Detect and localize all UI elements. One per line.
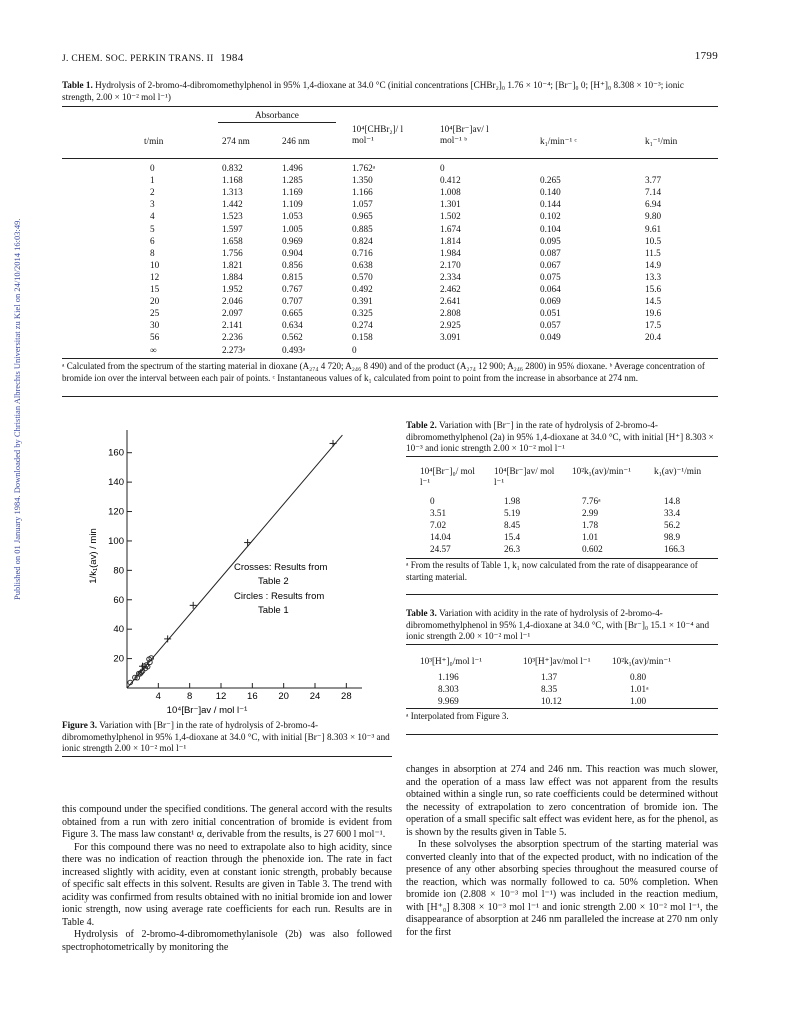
table3-cell: 9.969 (438, 696, 459, 706)
figure3-bottom-rule (62, 756, 392, 757)
table1-cell: 1.762ᵃ (352, 163, 376, 173)
table1-cell: 15.6 (645, 284, 662, 294)
table1-caption-text: Hydrolysis of 2-bromo-4-dibromomethylphenol in 95% 1,4-dioxane at 34.0 °C (initial concentrations [CHBr₂]₀ 1.76 × 10⁻⁴; [Br⁻]₀ 0; [H⁺]₀ 8.308 × 10⁻³; ionic strength, 2.00 × 10⁻² mol l⁻¹) (62, 80, 684, 102)
table1-cell: 1.168 (222, 175, 243, 186)
table1-header-rule (62, 158, 718, 159)
table3-col-header: 10³[H⁺]₀/mol l⁻¹ (420, 656, 483, 666)
table2-cell: 2.99 (582, 508, 599, 518)
left-paragraph-2: For this compound there was no need to extrapolate also to high acidity, since there was no indication of reaction through the phenoxide ion. The rate in fact increased slightly with acidity, even at constant ionic strength, probably because of specific salt effects in this solvent. Results are given in Table 3. The trend with acidity was confirmed from results obtained with no initial bromide ion and lower ionic strength, now using average rate coefficients for each run. Results are in Table 4. (62, 841, 392, 928)
table1-cell: 0.144 (540, 199, 561, 210)
table1-cell: 7.14 (645, 187, 662, 198)
table1-cell: 0.087 (540, 247, 561, 258)
table2-col-header: 10⁴[Br⁻]₀/ mol l⁻¹ (420, 466, 475, 487)
page-number: 1799 (694, 50, 718, 62)
y-tick-label: 140 (108, 477, 124, 489)
table1-cell: 0.570 (352, 271, 373, 282)
table1-cell: 0.102 (540, 211, 561, 222)
table1-cell: 20.4 (645, 332, 662, 343)
legend-text: Crosses: Results from (234, 562, 328, 573)
table2-cell: 14.04 (430, 532, 451, 542)
table2-cell: 0.602 (582, 544, 603, 554)
table1-cell: 0 (440, 163, 445, 173)
table2-cell: 15.4 (504, 532, 521, 542)
table1-cell: 0.815 (282, 271, 303, 282)
table1-cell: 2.462 (440, 284, 461, 294)
table3-cell: 8.303 (438, 684, 459, 694)
table1-cell: 2.236 (222, 332, 243, 343)
table1-cell: 1.984 (440, 247, 461, 258)
y-tick-label: 160 (108, 447, 124, 459)
table1-cell: 0.856 (282, 259, 303, 270)
table1-cell: ∞ (150, 344, 157, 355)
table1-cell: 0.391 (352, 296, 373, 307)
table2-col-header: k₁(av)⁻¹/min (654, 466, 702, 476)
table1-col-header: k₁⁻¹/min (645, 136, 678, 146)
table1-cell: 13.3 (645, 271, 662, 282)
table1-cell: 0.707 (282, 296, 303, 307)
table1-cell: 2.097 (222, 308, 243, 319)
table1-col-header: 246 nm (282, 136, 310, 146)
table1-cell: 0.965 (352, 211, 373, 222)
table1-cell: 56 (150, 332, 160, 343)
table1-cell: 0.665 (282, 308, 303, 319)
table1-cell: 0.069 (540, 296, 561, 307)
table1-cell: 0.075 (540, 271, 561, 282)
table2-col-header: 10²k₁(av)/min⁻¹ (572, 466, 631, 476)
table1-cell: 2.641 (440, 296, 461, 307)
table1-cell: 5 (150, 223, 155, 234)
legend-text: Circles : Results from (234, 591, 325, 602)
table1-group-rule (218, 122, 336, 123)
figure3-label: Figure 3. (62, 720, 98, 730)
table1-cell: 0.064 (540, 284, 561, 294)
table2-cell: 1.98 (504, 496, 521, 506)
table1-cell: 2.046 (222, 296, 243, 307)
table1-cell: 1.674 (440, 223, 461, 234)
table1-cell: 8 (150, 247, 155, 258)
table2-bottom-rule (406, 558, 718, 559)
table2-cell: 98.9 (664, 532, 681, 542)
table1-caption (62, 80, 718, 103)
table3-label: Table 3. (406, 608, 437, 618)
table3-caption (406, 608, 718, 643)
table1-cell: 1.008 (440, 187, 461, 198)
table2-end-rule (406, 594, 718, 595)
left-paragraph-1: this compound under the specified conditions. The general accord with the results obtained from a run with zero initial concentration of bromide is evident from Figure 3. The mass law constant¹ α, derivable from the results, is 27 600 l mol⁻¹. (62, 804, 392, 840)
table1-cell: 11.5 (645, 247, 661, 258)
x-tick-label: 28 (341, 691, 352, 702)
table1-bottom-rule (62, 358, 718, 359)
table1-cell: 0.634 (282, 320, 303, 331)
table1-cell: 1.502 (440, 211, 461, 222)
table2-cell: 56.2 (664, 520, 681, 530)
table1-cell: 0.057 (540, 320, 561, 331)
table3-top-rule (406, 644, 718, 645)
table2-cell: 24.57 (430, 544, 451, 554)
y-tick-label: 40 (113, 624, 124, 636)
table1-cell: 9.61 (645, 223, 662, 234)
table1-cell: 1.005 (282, 223, 303, 234)
x-tick-label: 4 (155, 691, 161, 702)
table1-cell: 2.141 (222, 320, 243, 331)
table1-footnote-rule (62, 396, 718, 397)
table1-cell: 9.80 (645, 211, 662, 222)
legend-text: Table 1 (258, 605, 289, 616)
x-tick-label: 24 (309, 691, 321, 702)
table1-cell: 0 (150, 163, 155, 173)
table2-top-rule (406, 456, 718, 457)
table1-cell: 0.767 (282, 284, 303, 294)
running-header (62, 52, 244, 64)
x-tick-label: 20 (278, 691, 289, 702)
table1-cell: 6 (150, 235, 155, 246)
table1-cell: 2 (150, 187, 155, 198)
cross-marker (164, 635, 171, 642)
table1-cell: 0.049 (540, 332, 561, 343)
table2-caption (406, 420, 718, 455)
table1-top-rule (62, 106, 718, 107)
table1-cell: 2.273ᵃ (222, 344, 246, 355)
table1-cell: 0.265 (540, 175, 561, 186)
table2-col-header: 10⁴[Br⁻]av/ mol l⁻¹ (494, 466, 555, 487)
table1-cell: 3 (150, 199, 155, 210)
table3-end-rule (406, 734, 718, 735)
table1-cell: 0.562 (282, 332, 303, 343)
table1-cell: 14.9 (645, 259, 662, 270)
table1-cell: 1.821 (222, 259, 243, 270)
table1-cell: 0.140 (540, 187, 561, 198)
table1-cell: 0.325 (352, 308, 373, 319)
table1-cell: 1.884 (222, 271, 243, 282)
table1-cell: 1.496 (282, 163, 303, 173)
figure3-caption-text: Variation with [Br⁻] in the rate of hydrolysis of 2-bromo-4-dibromomethylphenol in 95% 1,4-dioxane at 34.0 °C, with initial [Br⁻] 8.303 × 10⁻³ and ionic strength 2.00 × 10⁻² mol l⁻¹ (62, 720, 390, 753)
table1-cell: 2.925 (440, 320, 461, 331)
table1-cell: 1.658 (222, 235, 243, 246)
figure3-plot (62, 418, 392, 720)
figure3-caption (62, 720, 392, 755)
table1-cell: 0.412 (440, 175, 461, 186)
table1-cell: 2.170 (440, 259, 461, 270)
table1-cell: 0.274 (352, 320, 373, 331)
table1-cell: 1.166 (352, 187, 373, 198)
table1-cell: 1.756 (222, 247, 243, 258)
table2-cell: 8.45 (504, 520, 521, 530)
table1-cell: 1.313 (222, 187, 243, 198)
table3-cell: 1.37 (541, 672, 558, 682)
y-tick-label: 60 (113, 594, 124, 606)
table3-col-header: 10²k₁(av)/min⁻¹ (612, 656, 671, 666)
table1-cell: 1.285 (282, 175, 303, 186)
table1-cell: 0.095 (540, 235, 561, 246)
table3-caption-text: Variation with acidity in the rate of hydrolysis of 2-bromo-4-dibromomethylphenol in 95% 1,4-dioxane at 34.0 °C, with [Br⁻]₀ 15.1 × 10⁻⁴ and ionic strength 2.00 × 10⁻² mol l⁻¹ (406, 608, 710, 641)
table1-cell: 1.169 (282, 187, 303, 198)
table1-cell: 1.523 (222, 211, 243, 222)
y-tick-label: 120 (108, 506, 124, 518)
table2-cell: 7.02 (430, 520, 447, 530)
table1-cell: 17.5 (645, 320, 662, 331)
table1-col-header: 10⁴[Br⁻]av/ l mol⁻¹ ᵇ (440, 124, 489, 145)
table3-footnote: ᵃ Interpolated from Figure 3. (406, 711, 509, 721)
table1-cell: 0.104 (540, 223, 561, 234)
left-column-text (62, 804, 392, 954)
table1-cell: 0.051 (540, 308, 561, 319)
table3-col-header: 10³[H⁺]av/mol l⁻¹ (523, 656, 591, 666)
table1-cell: 0.904 (282, 247, 303, 258)
table2-cell: 7.76ᵃ (582, 496, 601, 506)
table3-cell: 1.196 (438, 672, 459, 682)
table1-cell: 10 (150, 259, 160, 270)
table2-cell: 3.51 (430, 508, 447, 518)
table1-cell: 14.5 (645, 296, 662, 307)
table1-cell: 0.638 (352, 259, 373, 270)
table2-caption-text: Variation with [Br⁻] in the rate of hydrolysis of 2-bromo-4-dibromomethylphenol (2a) in 95% 1,4-dioxane at 34.0 °C, with initial [H⁺] 8.303 × 10⁻³ and ionic strength 2.00 × 10⁻² mol l⁻¹ (406, 420, 714, 453)
table1-cell: 0.824 (352, 235, 373, 246)
table2-footnote: ᵃ From the results of Table 1, k₁ now calculated from the rate of disappearance of starting material. (406, 560, 698, 582)
table1-cell: 1.814 (440, 235, 461, 246)
right-paragraph-2: In these solvolyses the absorption spectrum of the starting material was converted cleanly into that of the expected product, with no indication of the presence of any other absorbing species throughout the measured course of the reaction, which was normally followed to ca. 50% completion. When bromide ion (2.808 × 10⁻³ mol l⁻¹) was included in the reaction medium, with [H⁺₀] 8.308 × 10⁻³ mol l⁻¹ and ionic strength 2.00 × 10⁻² mol l⁻¹, the disappearance of absorption at 246 nm paralleled the increase at 270 nm only for the first (406, 839, 718, 938)
table1-cell: 1.597 (222, 223, 243, 234)
table1-cell: 15 (150, 284, 160, 294)
table1-col-header: 10⁴[CHBr₂]/ l mol⁻¹ (352, 124, 404, 145)
journal-year: 1984 (220, 52, 244, 64)
left-paragraph-3: Hydrolysis of 2-bromo-4-dibromomethylanisole (2b) was also followed spectrophotometrically by monitoring the (62, 929, 392, 953)
table1-col-header: k₁/min⁻¹ ᶜ (540, 136, 577, 146)
table1-footnote: ᵃ Calculated from the spectrum of the starting material in dioxane (A₂₇₄ 4 720; A₂₄₆ 8 490) and of the product (A₂₇₄ 12 900; A₂₄₆ 2800) in 95% dioxane. ᵇ Average concentration of bromide ion over the interval between each pair of points. ᶜ Instantaneous values of k₁ calculated from point to point from the increase in absorbance at 274 nm. (62, 361, 705, 383)
table1-cell: 30 (150, 320, 160, 331)
table1-cell: 1.350 (352, 175, 373, 186)
table3-bottom-rule (406, 708, 718, 709)
table1-cell: 2.808 (440, 308, 461, 319)
cross-marker (330, 440, 337, 447)
journal-name: J. CHEM. SOC. PERKIN TRANS. II (62, 54, 214, 64)
table1-cell: 0.716 (352, 247, 373, 258)
table1-cell: 0.832 (222, 163, 243, 173)
table2-cell: 33.4 (664, 508, 681, 518)
download-watermark (0, 40, 22, 600)
x-tick-label: 12 (215, 691, 227, 702)
table1-label: Table 1. (62, 80, 93, 90)
table1-cell: 0.885 (352, 223, 373, 234)
table1-cell: 1.109 (282, 199, 303, 210)
cross-marker (244, 539, 251, 546)
x-tick-label: 8 (187, 691, 193, 702)
table2-cell: 14.8 (664, 496, 681, 506)
table1-cell: 1 (150, 175, 155, 186)
x-axis-label: 10⁴[Br⁻]av / mol l⁻¹ (166, 705, 248, 716)
table1-cell: 1.301 (440, 199, 461, 210)
download-watermark-text: Published on 01 January 1984. Downloaded by Christian Albrechts Universitat zu Kiel on 24/10/2014 16:03:49. (12, 218, 22, 600)
table1-cell: 0.492 (352, 284, 373, 294)
table1-cell: 6.94 (645, 199, 662, 210)
table1-cell: 0 (352, 344, 357, 355)
y-tick-label: 20 (113, 653, 124, 665)
table1-cell: 1.057 (352, 199, 373, 210)
table3-cell: 0.80 (630, 672, 647, 682)
table1-cell: 0.493ᵃ (282, 344, 306, 355)
table1-cell: 3.77 (645, 175, 662, 186)
table1-cell: 12 (150, 271, 160, 282)
table1-cell: 19.6 (645, 308, 662, 319)
table3-cell: 1.00 (630, 696, 647, 706)
table2-cell: 166.3 (664, 544, 685, 554)
table2-label: Table 2. (406, 420, 437, 430)
table1-cell: 1.442 (222, 199, 243, 210)
table3-cell: 10.12 (541, 696, 562, 706)
table1-cell: 25 (150, 308, 160, 319)
x-tick-label: 16 (247, 691, 258, 702)
right-column-text (406, 764, 718, 939)
y-tick-label: 100 (108, 535, 124, 547)
table1-cell: 0.969 (282, 235, 303, 246)
table2-cell: 5.19 (504, 508, 521, 518)
table1-cell: 4 (150, 211, 155, 222)
table1-group-header: Absorbance (255, 110, 299, 120)
table1-cell: 10.5 (645, 235, 662, 246)
table1-cell: 0.158 (352, 332, 373, 343)
table1-cell: 1.053 (282, 211, 303, 222)
table1-cell: 2.334 (440, 271, 461, 282)
table3-cell: 1.01ᵃ (630, 684, 649, 694)
table2-cell: 0 (430, 496, 435, 506)
right-paragraph-1: changes in absorption at 274 and 246 nm. This reaction was much slower, and the operation of a mass law effect was not apparent from the results obtained within a single run, so rate coefficients could be determined without the necessity of extrapolation to zero concentration of bromide ion. The operation of a small specific salt effect was evident here, as for the phenol, as is shown by the results given in Table 5. (406, 764, 718, 838)
table1-cell: 20 (150, 296, 160, 307)
legend-text: Table 2 (258, 576, 289, 587)
table3-cell: 8.35 (541, 684, 558, 694)
table2-cell: 1.01 (582, 532, 599, 542)
table1-cell: 1.952 (222, 284, 243, 294)
table1-cell: 0.067 (540, 259, 561, 270)
table1-col-header: 274 nm (222, 136, 250, 146)
y-axis-label: 1/k₁(av) / min (88, 528, 99, 584)
y-tick-label: 80 (113, 565, 124, 577)
table2-cell: 1.78 (582, 520, 599, 530)
table1-cell: 3.091 (440, 332, 461, 343)
table2-cell: 26.3 (504, 544, 521, 554)
table1-col-header: t/min (144, 136, 164, 146)
